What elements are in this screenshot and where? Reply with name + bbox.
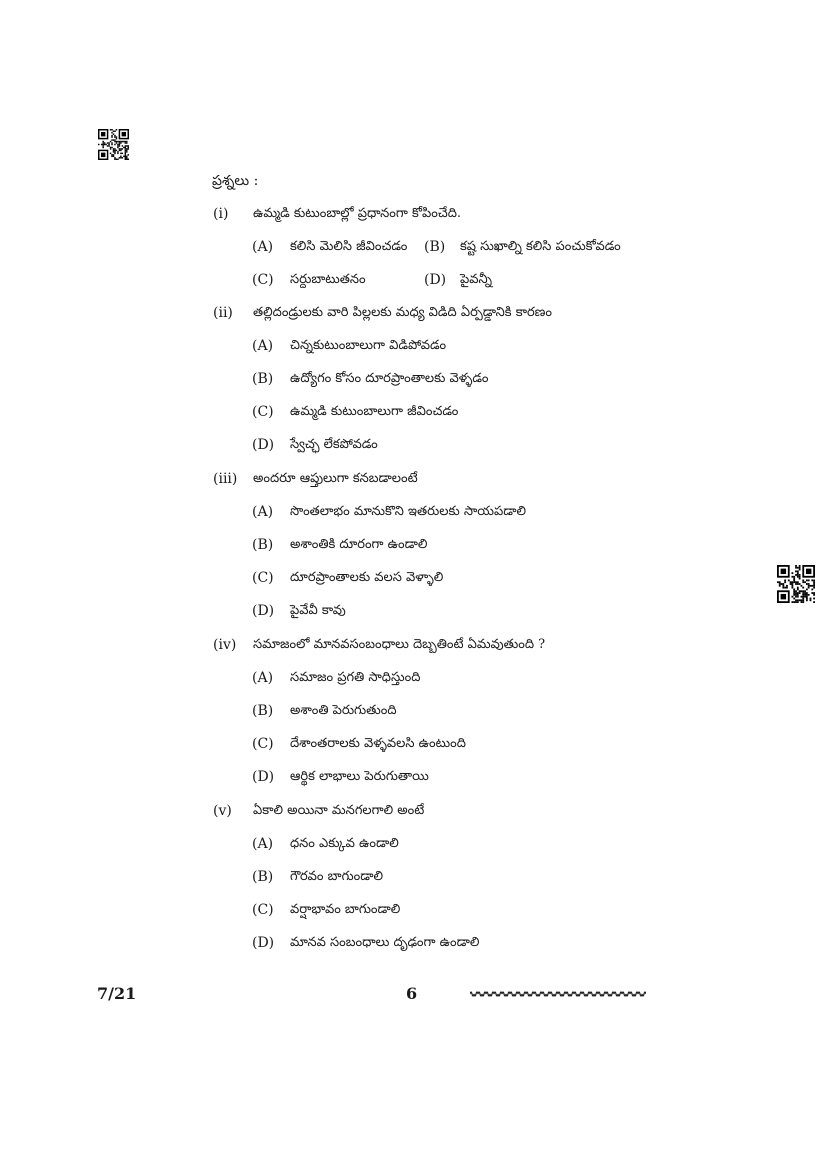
option-text: సొంతలాభం మానుకొని ఇతరులకు సాయపడాలి [290, 504, 527, 519]
option-label: (A) [252, 670, 274, 686]
option-label: (C) [252, 404, 274, 420]
qr-code-top-icon [98, 129, 129, 160]
option-text: పైవన్నీ [460, 272, 493, 287]
option-text: ఆర్థిక లాభాలు పెరుగుతాయి [290, 769, 429, 784]
option-label: (D) [252, 769, 275, 785]
option-text: కష్ట సుఖాల్ని కలిసి పంచుకోవడం [460, 239, 621, 254]
question-text: ఉమ్మడి కుటుంబాల్లో ప్రధానంగా కోపించేది. [253, 206, 462, 221]
wavy-line-decoration [470, 989, 646, 999]
option-text: సమాజం ప్రగతి సాధిస్తుంది [290, 670, 421, 685]
option-label: (A) [252, 836, 274, 852]
option-text: పైవేవీ కావు [290, 603, 346, 618]
option-text: దేశాంతరాలకు వెళ్ళవలసి ఉంటుంది [290, 736, 466, 751]
option-label: (D) [252, 437, 275, 453]
option-text: స్వేచ్ఛ లేకపోవడం [290, 437, 378, 452]
option-text: ధనం ఎక్కువ ఉండాలి [290, 836, 399, 851]
option-label: (B) [252, 371, 274, 387]
option-label: (A) [252, 239, 274, 255]
option-label: (B) [252, 703, 274, 719]
question-text: ఏకాలి అయినా మనగలగాలి అంటే [253, 803, 425, 818]
option-text: చిన్నకుటుంబాలుగా విడిపోవడం [290, 338, 447, 353]
option-label: (C) [252, 570, 274, 586]
option-text: కలిసి మెలిసి జీవించడం [290, 239, 408, 254]
option-label: (B) [252, 869, 274, 885]
option-text: సర్దుబాటుతనం [290, 272, 366, 287]
question-number: (v) [213, 803, 232, 819]
question-text: సమాజంలో మానవసంబంధాలు దెబ్బతింటే ఏమవుతుంది ? [253, 637, 546, 652]
option-text: అశాంతికి దూరంగా ఉండాలి [290, 537, 428, 552]
paper-code: 7/21 [97, 984, 137, 1003]
option-label: (D) [424, 272, 447, 288]
question-text: తల్లిదండ్రులకు వారి పిల్లలకు మధ్య విడిది ఏర్పడ్డానికి కారణం [253, 305, 553, 320]
option-text: ఉద్యోగం కోసం దూరప్రాంతాలకు వెళ్ళడం [290, 371, 489, 386]
option-label: (B) [424, 239, 446, 255]
page-number: 6 [406, 984, 418, 1003]
option-text: మానవ సంబంధాలు దృఢంగా ఉండాలి [290, 935, 480, 950]
option-label: (D) [252, 603, 275, 619]
option-text: గౌరవం బాగుండాలి [290, 869, 384, 884]
question-number: (ii) [213, 305, 233, 321]
option-label: (B) [252, 537, 274, 553]
question-number: (iii) [213, 471, 238, 487]
question-number: (iv) [213, 637, 237, 653]
option-label: (A) [252, 504, 274, 520]
option-text: దూరప్రాంతాలకు వలస వెళ్ళాలి [290, 570, 444, 585]
question-number: (i) [213, 206, 229, 222]
option-label: (D) [252, 935, 275, 951]
option-text: ఉమ్మడి కుటుంబాలుగా జీవించడం [290, 404, 459, 419]
option-label: (C) [252, 902, 274, 918]
option-text: అశాంతి పెరుగుతుంది [290, 703, 397, 718]
option-label: (C) [252, 736, 274, 752]
option-text: వర్షాభావం బాగుండాలి [290, 902, 401, 917]
questions-heading: ప్రశ్నలు : [212, 173, 259, 189]
question-text: అందరూ ఆప్తులుగా కనబడాలంటే [253, 471, 418, 486]
qr-code-side-icon [777, 565, 815, 603]
option-label: (A) [252, 338, 274, 354]
option-label: (C) [252, 272, 274, 288]
